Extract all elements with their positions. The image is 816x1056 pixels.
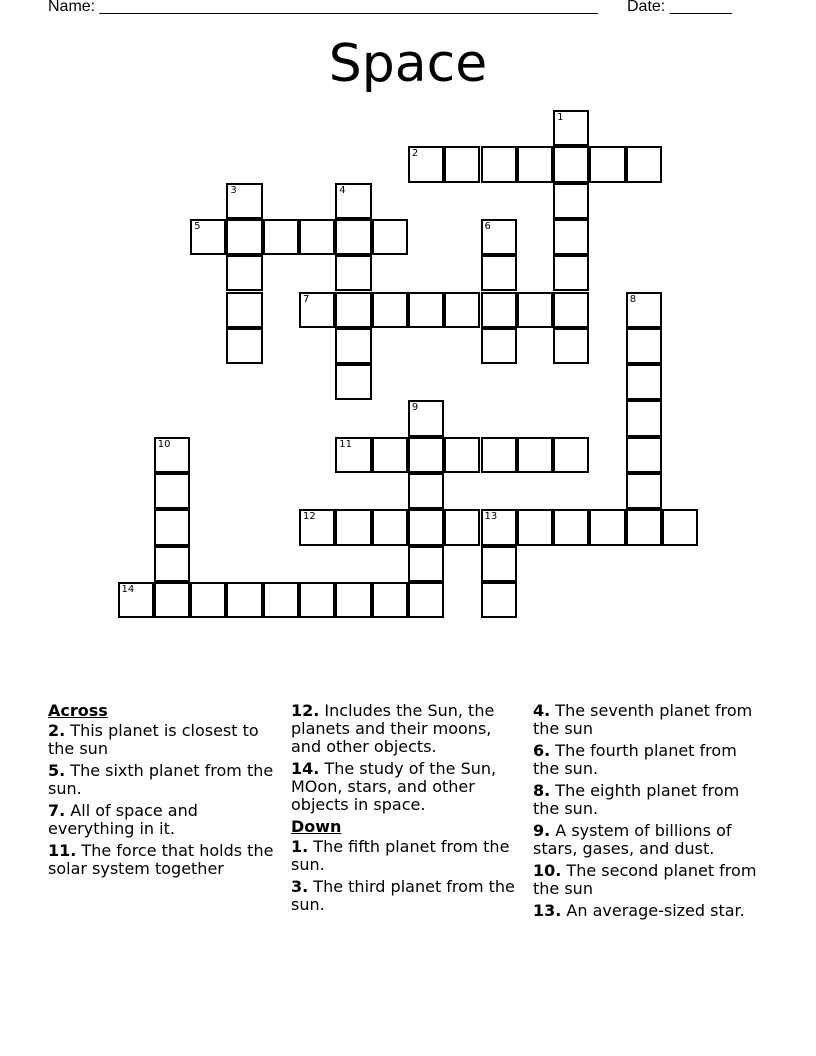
clue-item: [533, 862, 765, 898]
grid-cell[interactable]: [553, 110, 589, 146]
clue-number: 2: [411, 148, 419, 160]
clue-item-text: The fourth planet from the sun.: [533, 741, 737, 778]
grid-cell[interactable]: [408, 146, 444, 182]
clues-column-2: [291, 702, 523, 918]
clue-item: [291, 878, 523, 914]
puzzle-title: Space: [328, 34, 488, 94]
grid-cell[interactable]: [372, 219, 408, 255]
grid-cell[interactable]: [481, 582, 517, 618]
grid-cell[interactable]: [226, 582, 262, 618]
grid-cell[interactable]: [481, 292, 517, 328]
clue-item-text: The force that holds the solar system together: [48, 841, 274, 878]
down-heading: Down: [291, 817, 342, 836]
across-heading: Across: [48, 701, 108, 720]
clue-item-number: 3.: [291, 877, 309, 896]
grid-cell[interactable]: [553, 509, 589, 545]
clue-item: [48, 762, 280, 798]
grid-cell[interactable]: [553, 328, 589, 364]
grid-cell[interactable]: [335, 364, 371, 400]
clue-item: [533, 742, 765, 778]
clue-number: 1: [557, 112, 564, 123]
clue-number: 3: [230, 184, 237, 196]
grid-cell[interactable]: [481, 255, 517, 291]
grid-cell[interactable]: [444, 437, 480, 473]
grid-cell[interactable]: [335, 255, 371, 291]
grid-cell[interactable]: [226, 219, 262, 255]
grid-cell[interactable]: [589, 146, 625, 182]
grid-cell[interactable]: [408, 473, 444, 509]
clue-item-number: 7.: [48, 801, 66, 820]
clue-item-text: A system of billions of stars, gases, and dust.: [533, 821, 732, 858]
clue-number: 7: [303, 293, 310, 305]
grid-cell[interactable]: [408, 292, 444, 328]
clue-item-number: 12.: [291, 701, 320, 720]
grid-cell[interactable]: [626, 364, 662, 400]
clue-item-text: All of space and everything in it.: [48, 801, 198, 838]
grid-cell[interactable]: [626, 437, 662, 473]
grid-cell[interactable]: [626, 509, 662, 545]
grid-cell[interactable]: [481, 437, 517, 473]
grid-cell[interactable]: [517, 509, 553, 545]
grid-cell[interactable]: [481, 219, 517, 255]
grid-cell[interactable]: [408, 437, 444, 473]
clue-item-text: Includes the Sun, the planets and their moons, and other objects.: [291, 701, 495, 756]
clue-item-text: The third planet from the sun.: [291, 877, 515, 914]
clue-number: 5: [194, 220, 201, 232]
grid-cell[interactable]: [553, 255, 589, 291]
clue-item-number: 2.: [48, 721, 66, 740]
grid-cell[interactable]: [335, 219, 371, 255]
grid-cell[interactable]: [263, 582, 299, 618]
grid-cell[interactable]: [335, 328, 371, 364]
grid-cell[interactable]: [372, 437, 408, 473]
name-field-label: Name: ________________________________________________________: [48, 0, 598, 15]
clue-number: 8: [629, 293, 637, 305]
clue-item-number: 10.: [533, 861, 562, 880]
grid-cell[interactable]: [626, 328, 662, 364]
grid-cell[interactable]: [553, 146, 589, 182]
grid-cell[interactable]: [481, 146, 517, 182]
clue-item-text: The second planet from the sun: [533, 861, 757, 898]
grid-cell[interactable]: [226, 183, 262, 219]
grid-cell[interactable]: [553, 183, 589, 219]
clue-number: 11: [339, 438, 353, 450]
grid-cell[interactable]: [190, 582, 226, 618]
clue-item-number: 6.: [533, 741, 551, 760]
clue-item-number: 13.: [533, 901, 562, 920]
grid-cell[interactable]: [154, 509, 190, 545]
grid-cell[interactable]: [372, 292, 408, 328]
grid-cell[interactable]: [154, 473, 190, 509]
grid-cell[interactable]: [444, 509, 480, 545]
clue-item: [291, 760, 523, 814]
grid-cell[interactable]: [154, 437, 190, 473]
clue-number: 9: [411, 402, 419, 414]
grid-cell[interactable]: [335, 582, 371, 618]
grid-cell[interactable]: [553, 437, 589, 473]
grid-cell[interactable]: [335, 183, 371, 219]
clue-item-text: The eighth planet from the sun.: [533, 781, 740, 818]
grid-cell[interactable]: [372, 582, 408, 618]
grid-cell[interactable]: [408, 400, 444, 436]
grid-cell[interactable]: [481, 546, 517, 582]
clue-item: [291, 838, 523, 874]
clue-item-number: 9.: [533, 821, 551, 840]
clue-number: 6: [484, 220, 491, 232]
grid-cell[interactable]: [299, 582, 335, 618]
clue-item-number: 1.: [291, 837, 309, 856]
clue-item: [533, 782, 765, 818]
grid-cell[interactable]: [553, 219, 589, 255]
grid-cell[interactable]: [263, 219, 299, 255]
grid-cell[interactable]: [408, 509, 444, 545]
clue-item-text: The seventh planet from the sun: [533, 701, 753, 738]
clue-item: [48, 842, 280, 878]
clue-item: [48, 802, 280, 838]
clue-item-text: This planet is closest to the sun: [48, 721, 259, 758]
grid-cell[interactable]: [335, 509, 371, 545]
grid-cell[interactable]: [408, 582, 444, 618]
clue-number: 13: [484, 511, 498, 523]
grid-cell[interactable]: [335, 292, 371, 328]
clue-item-number: 14.: [291, 759, 320, 778]
clue-item-text: The fifth planet from the sun.: [291, 837, 510, 874]
grid-cell[interactable]: [481, 328, 517, 364]
clue-item: [533, 702, 765, 738]
clue-item-text: The sixth planet from the sun.: [48, 761, 274, 798]
grid-cell[interactable]: [626, 473, 662, 509]
clues-column-1: [48, 702, 280, 882]
grid-cell[interactable]: [226, 328, 262, 364]
grid-cell[interactable]: [626, 146, 662, 182]
clue-item-number: 5.: [48, 761, 66, 780]
grid-cell[interactable]: [154, 582, 190, 618]
clue-item: [48, 722, 280, 758]
grid-cell[interactable]: [299, 292, 335, 328]
clue-number: 12: [303, 511, 316, 523]
grid-cell[interactable]: [190, 219, 226, 255]
grid-cell[interactable]: [626, 400, 662, 436]
clue-item-text: An average-sized star.: [561, 901, 745, 920]
grid-cell[interactable]: [589, 509, 625, 545]
clue-item-text: The study of the Sun, MOon, stars, and other objects in space.: [291, 759, 497, 814]
clue-item: [291, 702, 523, 756]
clue-item-number: 4.: [533, 701, 551, 720]
grid-cell[interactable]: [335, 437, 371, 473]
grid-cell[interactable]: [226, 255, 262, 291]
grid-cell[interactable]: [372, 509, 408, 545]
grid-cell[interactable]: [517, 292, 553, 328]
date-field-label: Date: _______: [627, 0, 732, 15]
grid-cell[interactable]: [408, 546, 444, 582]
clue-item-number: 11.: [48, 841, 77, 860]
grid-cell[interactable]: [226, 292, 262, 328]
clue-number: 10: [157, 438, 171, 450]
grid-cell[interactable]: [118, 582, 154, 618]
clue-item: [533, 822, 765, 858]
clues-column-3: [533, 702, 765, 924]
grid-cell[interactable]: [626, 292, 662, 328]
clue-number: 4: [339, 184, 346, 196]
clue-item: [533, 902, 765, 920]
grid-cell[interactable]: [444, 292, 480, 328]
grid-cell[interactable]: [662, 509, 698, 545]
grid-cell[interactable]: [517, 146, 553, 182]
grid-cell[interactable]: [299, 509, 335, 545]
grid-cell[interactable]: [444, 146, 480, 182]
grid-cell[interactable]: [299, 219, 335, 255]
grid-cell[interactable]: [154, 546, 190, 582]
grid-cell[interactable]: [481, 509, 517, 545]
grid-cell[interactable]: [553, 292, 589, 328]
clue-item-number: 8.: [533, 781, 551, 800]
grid-cell[interactable]: [517, 437, 553, 473]
clue-number: 14: [121, 583, 135, 595]
